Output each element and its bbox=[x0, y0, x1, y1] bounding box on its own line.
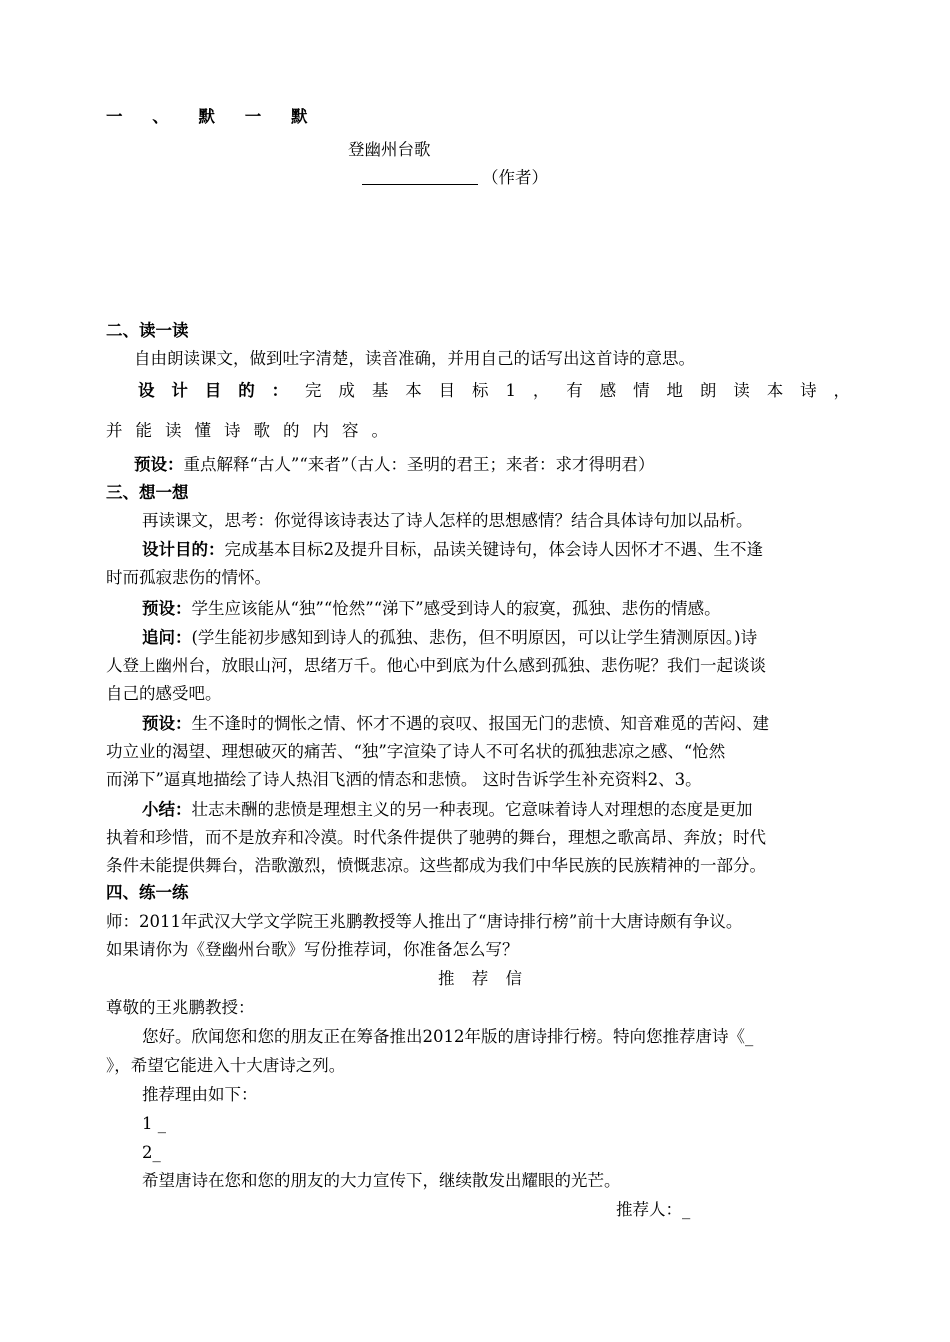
s3-design-purpose bbox=[142, 537, 763, 563]
s3-summary bbox=[142, 797, 753, 823]
s3-instruction: 再读课文，思考：你觉得该诗表达了诗人怎样的思想感情？结合具体诗句加以品析。 bbox=[142, 511, 753, 530]
letter-reasons-label: 推荐理由如下： bbox=[142, 1085, 258, 1104]
s4-teacher-1: 师：2011年武汉大学文学院王兆鹏教授等人推出了“唐诗排行榜”前十大唐诗颇有争议。 bbox=[106, 912, 743, 931]
s3-summary-cont2: 条件未能提供舞台，浩歌激烈，愤慨悲凉。这些都成为我们中华民族的民族精神的一部分。 bbox=[106, 856, 766, 875]
s3-preset-1-label: 预设： bbox=[142, 599, 192, 618]
section-3-heading: 三、想一想 bbox=[106, 483, 189, 502]
s3-followup-cont1: 人登上幽州台，放眼山河，思绪万千。他心中到底为什么感到孤独、悲伤呢？我们一起谈谈 bbox=[106, 656, 766, 675]
letter-closing: 希望唐诗在您和您的朋友的大力宣传下，继续散发出耀眼的光芒。 bbox=[142, 1171, 621, 1190]
letter-salutation: 尊敬的王兆鹏教授： bbox=[106, 998, 255, 1017]
s3-preset-1 bbox=[142, 596, 721, 622]
s3-followup-cont2: 自己的感受吧。 bbox=[106, 684, 222, 703]
section-2-heading: 二、读一读 bbox=[106, 321, 189, 340]
author-blank bbox=[362, 166, 478, 185]
s3-preset-2-cont2: 而涕下”逼真地描绘了诗人热泪飞洒的情态和悲愤。 这时告诉学生补充资料2、3。 bbox=[106, 770, 702, 789]
letter-reason-2: 2_ bbox=[142, 1143, 161, 1162]
s3-design-cont: 时而孤寂悲伤的情怀。 bbox=[106, 568, 271, 587]
s2-design-cont: 并能读懂诗歌的内容。 bbox=[106, 421, 401, 440]
s3-summary-text: 壮志未酬的悲愤是理想主义的另一种表现。它意味着诗人对理想的态度是更加 bbox=[191, 800, 753, 819]
s2-design-text: 完成基本目标1，有感情地朗读本诗， bbox=[305, 381, 851, 400]
poem-title: 登幽州台歌 bbox=[348, 140, 431, 159]
letter-title: 推 荐 信 bbox=[438, 969, 528, 988]
s3-summary-label: 小结： bbox=[142, 800, 192, 819]
s3-preset-1-text: 学生应该能从“独”“怆然”“涕下”感受到诗人的寂寞，孤独、悲伤的情感。 bbox=[191, 599, 721, 618]
s3-design-label: 设计目的： bbox=[142, 540, 225, 559]
s2-design-purpose bbox=[138, 378, 850, 404]
s3-followup bbox=[142, 625, 757, 651]
s2-instruction: 自由朗读课文，做到吐字清楚，读音准确，并用自己的话写出这首诗的意思。 bbox=[134, 349, 695, 368]
s3-preset-2-cont1: 功立业的渴望、理想破灭的痛苦、“独”字渲染了诗人不可名状的孤独悲凉之感、“怆然 bbox=[106, 742, 726, 761]
s3-followup-text: (学生能初步感知到诗人的孤独、悲伤，但不明原因，可以让学生猜测原因。)诗 bbox=[191, 628, 758, 647]
s2-preset bbox=[134, 452, 655, 478]
s3-design-text: 完成基本目标2及提升目标，品读关键诗句，体会诗人因怀才不遇、生不逢 bbox=[224, 540, 763, 559]
letter-body-2: 》，希望它能进入十大唐诗之列。 bbox=[106, 1056, 346, 1075]
letter-body-1: 您好。欣闻您和您的朋友正在筹备推出2012年版的唐诗排行榜。特向您推荐唐诗《_ bbox=[142, 1027, 754, 1046]
s2-design-label: 设计目的： bbox=[138, 381, 306, 400]
author-line bbox=[362, 165, 548, 191]
section-4-heading: 四、练一练 bbox=[106, 883, 189, 902]
s3-preset-2-text: 生不逢时的惆怅之情、怀才不遇的哀叹、报国无门的悲愤、知音难觅的苦闷、建 bbox=[191, 714, 769, 733]
letter-reason-1: 1 _ bbox=[142, 1114, 166, 1133]
s3-followup-label: 追问： bbox=[142, 628, 192, 647]
s4-teacher-2: 如果请你为《登幽州台歌》写份推荐词，你准备怎么写？ bbox=[106, 940, 519, 959]
section-1-heading: 一 、 默 一 默 bbox=[106, 107, 320, 126]
s3-preset-2-label: 预设： bbox=[142, 714, 192, 733]
s2-preset-label: 预设： bbox=[134, 455, 184, 474]
letter-signature: 推荐人：_ bbox=[616, 1200, 691, 1219]
s2-preset-text: 重点解释“古人”“来者”（古人：圣明的君王；来者：求才得明君） bbox=[183, 455, 655, 474]
author-label: （作者） bbox=[482, 168, 548, 187]
s3-summary-cont1: 执着和珍惜，而不是放弃和冷漠。时代条件提供了驰骋的舞台，理想之歌高昂、奔放；时代 bbox=[106, 828, 766, 847]
s3-preset-2 bbox=[142, 711, 769, 737]
